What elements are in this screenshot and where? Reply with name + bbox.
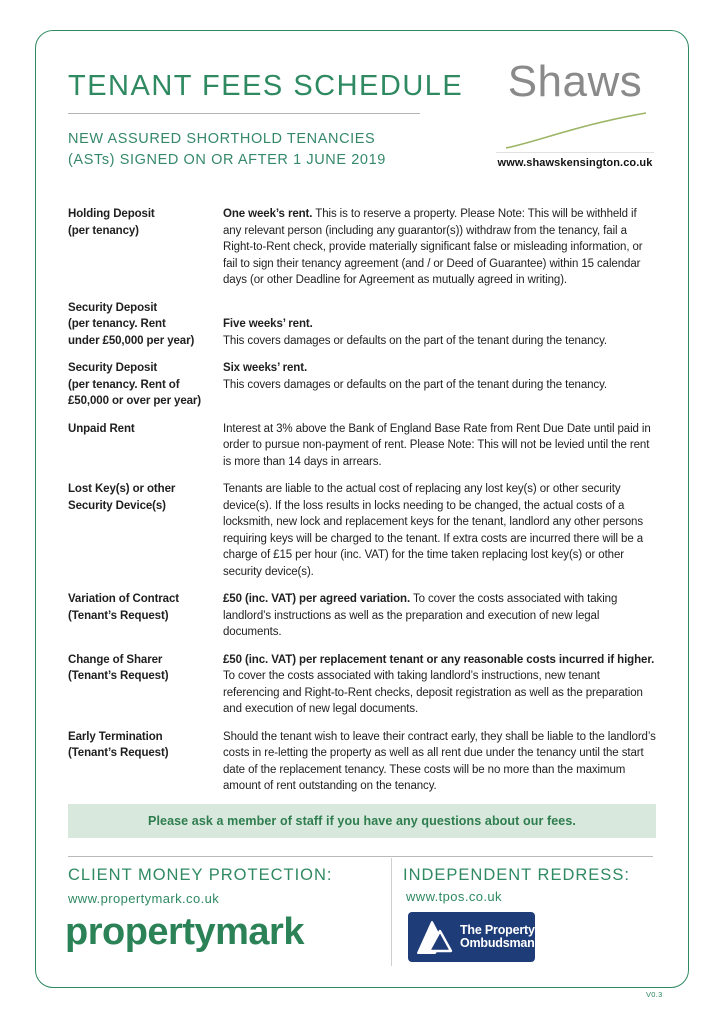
fee-description: Six weeks’ rent. This covers damages or defaults on the part of the tenant during the tenancy. [223,362,607,391]
tpos-link[interactable]: www.tpos.co.uk [406,889,502,904]
footer-vertical-divider [391,858,392,966]
shaws-swoosh-icon [496,106,654,150]
fee-label: Early Termination (Tenant’s Request) [68,730,169,759]
fee-description: Tenants are liable to the actual cost of replacing any lost key(s) or other security device(s). If the loss results in locks needing to be changed, the actual costs of a locksmith, new lock and replacement keys for the tenant, landlord any other persons requiring keys will be charged to the tenant. If extra costs are incurred there will be a charge of £15 per hour (inc. VAT) for the time taken replacing lost key(s) or other security device(s). [223,483,644,578]
fee-row [68,729,656,795]
tpo-logo-line-2: Ombudsman [460,936,535,950]
fee-row [68,360,656,410]
shaws-logo [494,58,656,169]
fee-description: Should the tenant wish to leave their contract early, they shall be liable to the landlord’s costs in re-letting the property as well as all rent due under the tenancy until the start date of the replacement tenancy. These costs will be no more than the maximum amount of rent outstanding on the tenancy. [223,730,656,792]
fee-label: Lost Key(s) or other Security Device(s) [68,483,176,512]
title-divider [68,113,420,114]
shaws-divider [496,152,654,153]
shaws-logo-text: Shaws [507,57,643,106]
fee-label: Unpaid Rent [68,422,135,435]
fee-description: £50 (inc. VAT) per agreed variation. To cover the costs associated with taking landlord’s instructions as well as the preparation and execution of new legal documents. [223,593,618,638]
fee-label: Holding Deposit (per tenancy) [68,208,155,237]
fee-label: Security Deposit (per tenancy. Rent of £50,000 or over per year) [68,362,202,407]
propertymark-logo: propertymark [65,911,304,953]
questions-banner-text: Please ask a member of staff if you have any questions about our fees. [148,814,576,828]
client-money-protection-heading: CLIENT MONEY PROTECTION: [68,866,333,884]
independent-redress-heading: INDEPENDENT REDRESS: [403,866,630,884]
fee-description: £50 (inc. VAT) per replacement tenant or any reasonable costs incurred if higher. To cover the costs associated with taking landlord’s instructions, new tenant referencing and Right-to-Rent checks, deposit registration as well as the preparation and execution of new legal documents. [223,653,655,715]
fee-label: Security Deposit (per tenancy. Rent under £50,000 per year) [68,301,195,347]
property-ombudsman-logo-text [460,924,535,951]
fee-label: Variation of Contract (Tenant’s Request) [68,593,179,622]
subtitle-line-1: NEW ASSURED SHORTHOLD TENANCIES [68,131,376,147]
fee-row [68,481,656,580]
shaws-website-link[interactable]: www.shawskensington.co.uk [497,157,653,169]
fee-label: Change of Sharer (Tenant’s Request) [68,653,169,682]
property-ombudsman-triangle-icon [415,917,455,957]
fees-table [68,206,656,806]
fee-row [68,300,656,350]
fee-description: Five weeks’ rent. This covers damages or defaults on the part of the tenant during the tenancy. [223,318,607,347]
tpo-logo-line-1: The Property [460,922,535,937]
questions-banner [68,804,656,838]
page-subtitle [68,129,386,171]
property-ombudsman-logo [408,912,535,962]
page-title: TENANT FEES SCHEDULE [68,70,464,102]
fee-row [68,421,656,471]
fee-row [68,652,656,718]
fee-row [68,206,656,289]
fee-row [68,591,656,641]
propertymark-link[interactable]: www.propertymark.co.uk [68,891,220,906]
fee-description: Interest at 3% above the Bank of England Base Rate from Rent Due Date until paid in order to pursue non-payment of rent. Please Note: This will not be levied until the rent is more than 14 days in arrears. [223,422,651,468]
subtitle-line-2: (ASTs) SIGNED ON OR AFTER 1 JUNE 2019 [68,152,386,168]
version-label: V0.3 [646,990,663,999]
footer-divider [68,856,653,857]
fee-description: One week’s rent. This is to reserve a property. Please Note: This will be withheld if any relevant person (including any guarantor(s)) withdraw from the tenancy, fail a Right-to-Rent check, provide materially significant false or misleading information, or fail to sign their tenancy agreement (and / or Deed of Guarantee) within 15 calendar days (or other Deadline for Agreement as mutually agreed in writing). [223,208,643,286]
